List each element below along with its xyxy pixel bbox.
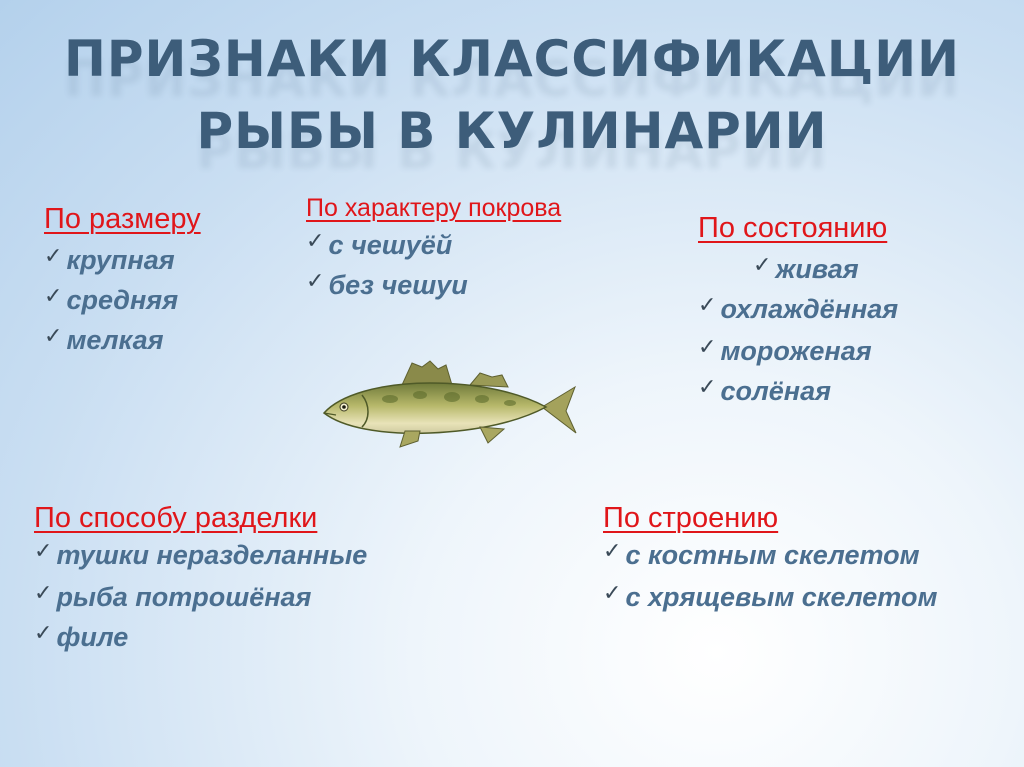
check-icon: ✓ [306, 228, 325, 253]
group-cutting-item: ✓ филе [34, 620, 129, 652]
group-state-item: ✓ охлаждённая [698, 292, 899, 324]
check-icon: ✓ [698, 334, 717, 359]
check-icon: ✓ [44, 323, 63, 348]
group-state-item: ✓ живая [753, 252, 859, 284]
fish-illustration-icon [320, 355, 580, 455]
group-cutting-heading: По способу разделки [34, 502, 318, 534]
group-size-item: ✓ мелкая [44, 323, 164, 355]
group-cover-item: ✓ без чешуи [306, 268, 468, 300]
check-icon: ✓ [753, 252, 772, 277]
check-icon: ✓ [698, 292, 717, 317]
group-size-item: ✓ крупная [44, 243, 175, 275]
group-cover [306, 194, 562, 300]
group-cutting [34, 502, 368, 652]
group-state-item: ✓ солёная [698, 374, 831, 406]
group-cover-item: ✓ с чешуёй [306, 228, 453, 260]
check-icon: ✓ [603, 538, 622, 563]
check-icon: ✓ [306, 268, 325, 293]
check-icon: ✓ [603, 580, 622, 605]
check-icon: ✓ [698, 374, 717, 399]
group-structure-heading: По строению [603, 502, 779, 534]
group-size-item: ✓ средняя [44, 283, 179, 315]
group-cutting-item: ✓ тушки неразделанные [34, 538, 368, 570]
check-icon: ✓ [34, 620, 53, 645]
group-size [44, 203, 201, 355]
check-icon: ✓ [34, 580, 53, 605]
group-state-item: ✓ мороженая [698, 334, 872, 366]
check-icon: ✓ [44, 283, 63, 308]
group-state-heading: По состоянию [698, 212, 888, 244]
check-icon: ✓ [34, 538, 53, 563]
slide-title-line-2: РЫБЫ В КУЛИНАРИИ [196, 102, 828, 160]
group-structure-item: ✓ с хрящевым скелетом [603, 580, 938, 612]
group-structure [603, 502, 938, 612]
group-cutting-item: ✓ рыба потрошёная [34, 580, 312, 612]
check-icon: ✓ [44, 243, 63, 268]
slide-title-line-1: ПРИЗНАКИ КЛАССИФИКАЦИИ [64, 30, 960, 88]
group-size-heading: По размеру [44, 203, 201, 235]
group-cover-heading: По характеру покрова [306, 194, 562, 222]
group-structure-item: ✓ с костным скелетом [603, 538, 920, 570]
group-state [698, 212, 899, 406]
